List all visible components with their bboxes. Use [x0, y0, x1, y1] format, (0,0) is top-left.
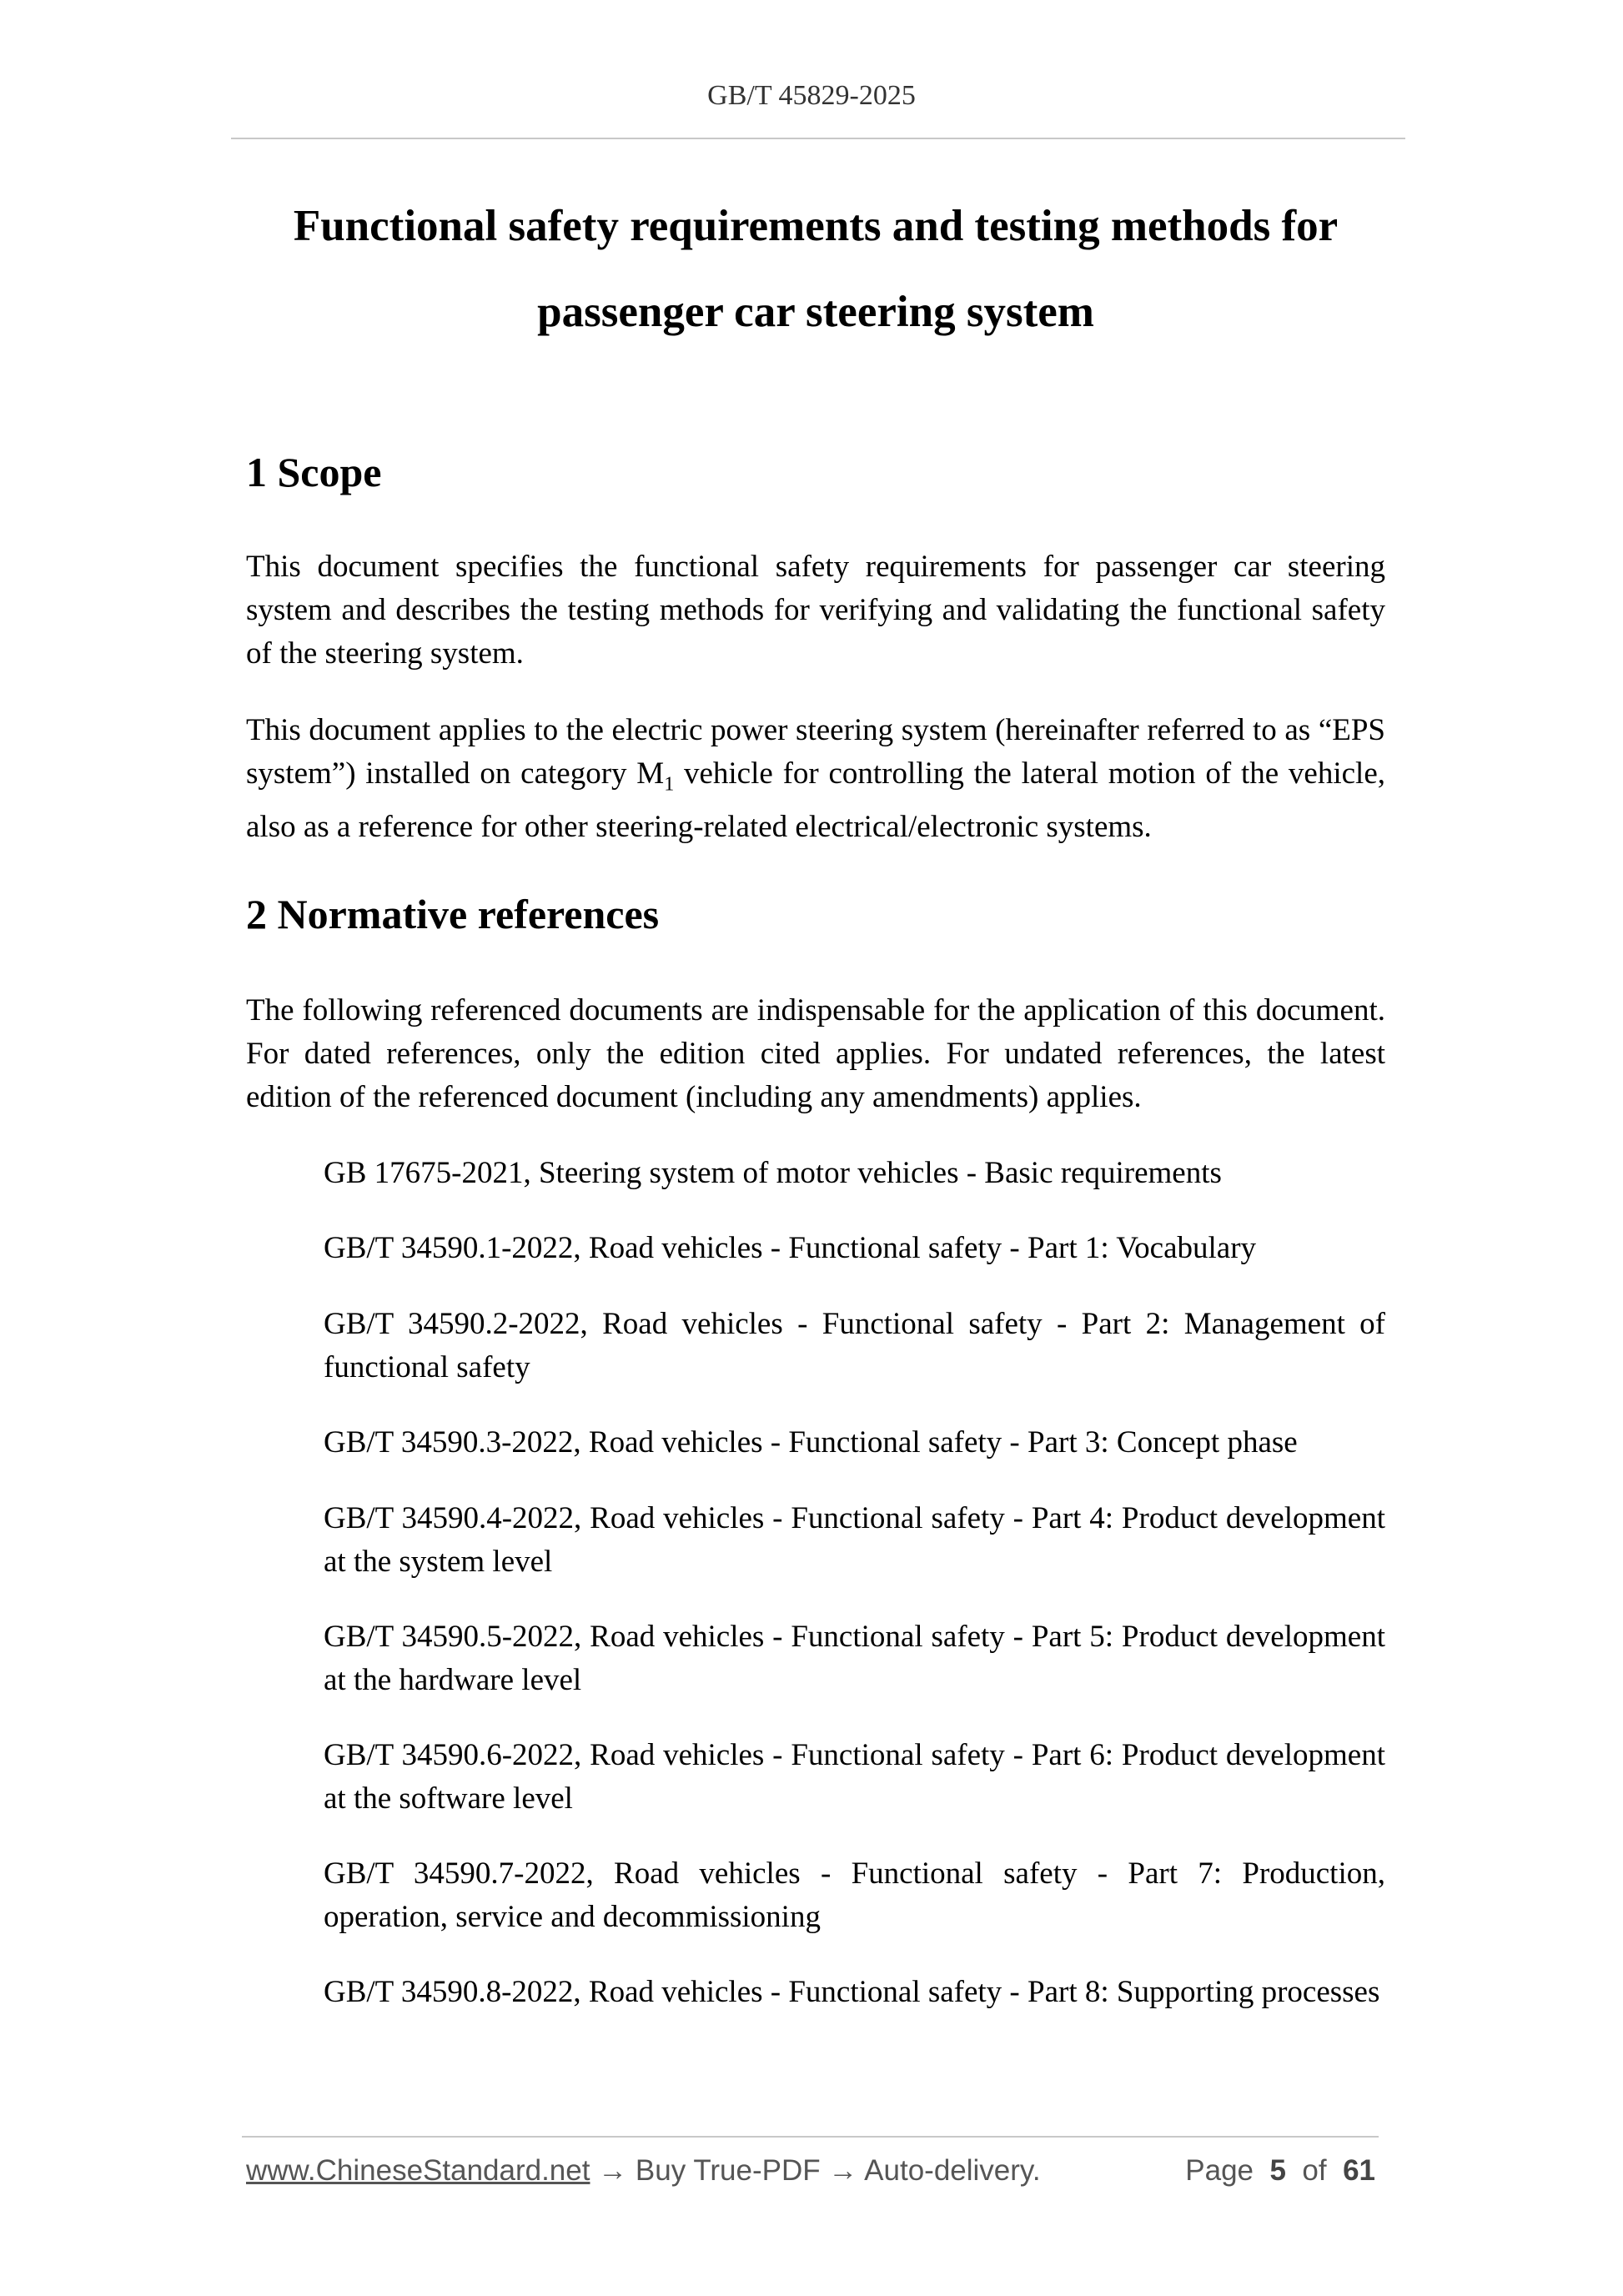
- section-heading-normative-references: 2 Normative references: [246, 891, 660, 937]
- scope-paragraph-2-end: vehicle for controlling the lateral motion of the vehicle, also as a reference for other steering-related electrical/electronic systems.: [246, 756, 1385, 845]
- page-footer: [246, 2154, 1385, 2196]
- footer-promo: [246, 2154, 1041, 2188]
- website-link[interactable]: www.ChineseStandard.net: [246, 2154, 590, 2187]
- title-line-1: Functional safety requirements and testing methods for: [293, 202, 1339, 250]
- reference-item: GB/T 34590.5-2022, Road vehicles - Functional safety - Part 5: Product development at the hardware level: [324, 1620, 1385, 1697]
- footer-promo-text: → Buy True-PDF → Auto-delivery.: [590, 2154, 1041, 2187]
- current-page-number: 5: [1269, 2154, 1286, 2187]
- reference-item: GB/T 34590.4-2022, Road vehicles - Functional safety - Part 4: Product development at the system level: [324, 1501, 1385, 1579]
- reference-item: GB/T 34590.1-2022, Road vehicles - Functional safety - Part 1: Vocabulary: [324, 1231, 1257, 1265]
- page-label: Page: [1185, 2154, 1254, 2187]
- reference-item: GB 17675-2021, Steering system of motor vehicles - Basic requirements: [324, 1156, 1222, 1190]
- page-indicator: [1185, 2154, 1375, 2188]
- header-divider: [231, 138, 1405, 139]
- scope-paragraph-2-start: This document applies to the electric power steering system (hereinafter referred to as “EPS system”) installed on category M: [246, 713, 1385, 791]
- reference-item: GB/T 34590.7-2022, Road vehicles - Functional safety - Part 7: Production, operation, service and decommissioning: [324, 1856, 1385, 1934]
- total-page-count: 61: [1343, 2154, 1375, 2187]
- page-of-label: of: [1302, 2154, 1327, 2187]
- scope-paragraph-1: This document specifies the functional safety requirements for passenger car steering system and describes the testing methods for verifying and validating the functional safety of the steering system.: [246, 550, 1385, 671]
- scope-paragraph-2: [246, 709, 1385, 849]
- footer-divider: [242, 2136, 1379, 2138]
- document-title: [246, 183, 1385, 355]
- reference-item: GB/T 34590.6-2022, Road vehicles - Functional safety - Part 6: Product development at the software level: [324, 1738, 1385, 1816]
- reference-item: GB/T 34590.3-2022, Road vehicles - Functional safety - Part 3: Concept phase: [324, 1425, 1298, 1459]
- section-heading-scope: 1 Scope: [246, 449, 382, 495]
- title-line-2: passenger car steering system: [537, 288, 1094, 336]
- document-id-header: GB/T 45829-2025: [707, 80, 916, 111]
- normative-intro-paragraph: The following referenced documents are indispensable for the application of this document. For dated references, only the edition cited applies. For undated references, the latest edition of the referenced document (including any amendments) applies.: [246, 993, 1385, 1114]
- category-subscript: 1: [664, 773, 675, 796]
- reference-item: GB/T 34590.8-2022, Road vehicles - Functional safety - Part 8: Supporting processes: [324, 1975, 1380, 2009]
- reference-item: GB/T 34590.2-2022, Road vehicles - Functional safety - Part 2: Management of functional safety: [324, 1307, 1385, 1384]
